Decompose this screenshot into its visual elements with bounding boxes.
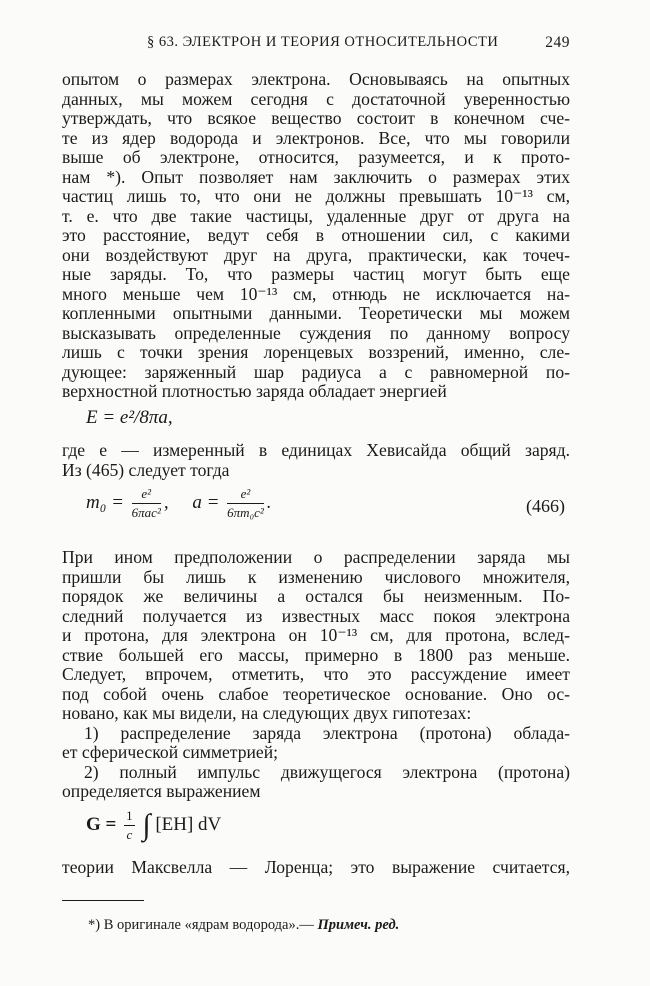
fraction-numerator: 1 xyxy=(124,808,135,826)
footnote-text: *) В оригинале «ядрам водорода».— xyxy=(88,917,314,933)
text-line: утверждать, что всякое вещество состоит в конечном сче- xyxy=(62,109,570,128)
section-title: § 63. ЭЛЕКТРОН И ТЕОРИЯ ОТНОСИТЕЛЬНОСТИ xyxy=(147,34,499,50)
fraction-numerator: e² xyxy=(227,486,264,504)
text-line: это расстояние, ведут себя в отношении сил, с какими xyxy=(62,226,570,245)
mass-lhs: m₀ = xyxy=(86,491,124,513)
text-line: следний получается из известных масс покоя электрона xyxy=(62,606,570,626)
text-line: ные заряды. То, что размеры частиц могут быть еще xyxy=(62,265,570,284)
text-line: опытом о размерах электрона. Основываясь на опытных xyxy=(62,70,570,89)
text-line: ствие большей его массы, примерно в 1800 раз меньше. xyxy=(62,645,570,665)
text-line: теории Максвелла — Лоренца; это выражение считается, xyxy=(62,858,570,877)
list-item-1: 1) распределение заряда электрона (протона) облада- xyxy=(84,723,570,743)
paragraph-2 xyxy=(62,441,570,480)
momentum-rhs: [EH] dV xyxy=(155,813,222,835)
running-header xyxy=(62,34,570,56)
energy-formula: E = e²/8πa, xyxy=(86,407,173,428)
text-line: т. е. что две такие частицы, удаленные друг от друга на xyxy=(62,206,570,226)
radius-fraction xyxy=(227,486,264,521)
text-line: новано, как мы видели, на следующих двух гипотезах: xyxy=(62,704,472,723)
text-line: пришли бы лишь к изменению числового множителя, xyxy=(62,567,570,587)
equation-number: (466) xyxy=(526,496,565,516)
text-line: и протона, для электрона он 10⁻¹³ см, для протона, вслед- xyxy=(62,626,570,645)
footnote-editor-note: Примеч. ред. xyxy=(317,917,400,933)
radius-lhs: a = xyxy=(192,491,220,513)
text-line: дующее: заряженный шар радиуса a с равномерной по- xyxy=(62,362,570,382)
fraction-numerator: e² xyxy=(132,486,161,504)
text-line: где e — измеренный в единицах Хевисайда общий заряд. xyxy=(62,441,570,460)
mass-fraction xyxy=(132,486,161,521)
text-line: выше об электроне, относится, разумеется, и к прото- xyxy=(62,148,570,167)
momentum-lhs: G = xyxy=(86,813,117,835)
text-line: высказывать определенные суждения по данному вопросу xyxy=(62,323,570,343)
footnote xyxy=(88,917,399,934)
text-line: Из (465) следует тогда xyxy=(62,460,230,480)
paragraph-1 xyxy=(62,70,570,402)
text-line: лишь с точки зрения лоренцевых воззрений, именно, сле- xyxy=(62,343,570,362)
text-line: верхностной плотностью заряда обладает энергией xyxy=(62,382,447,401)
text-line: ет сферической симметрией; xyxy=(62,743,279,762)
text-line: При ином предположении о распределении заряда мы xyxy=(62,548,570,567)
fraction-denominator: 6πac² xyxy=(131,505,161,520)
momentum-formula xyxy=(86,808,221,843)
text-line: порядок же величины a остался бы неизменным. По- xyxy=(62,587,570,606)
integral-sign: ∫ xyxy=(142,808,151,842)
text-line: много меньше чем 10⁻¹³ см, отнюдь не исключается на- xyxy=(62,284,570,304)
text-line: под собой очень слабое теоретическое основание. Оно ос- xyxy=(62,684,570,704)
text-line: данных, мы можем сегодня с достаточной уверенностью xyxy=(62,89,570,109)
list-item-2: 2) полный импульс движущегося электрона (протона) xyxy=(84,762,570,782)
paragraph-3 xyxy=(62,548,570,802)
equation-466: m₀ = $\frac{\text{e²}}{\text{6πac²}}$ , a = $\frac{\text{e²}}{\text{6πm₀c²}}$ . xyxy=(86,486,272,520)
text-line: те из ядер водорода и электронов. Все, что мы говорили xyxy=(62,128,570,148)
page-number: 249 xyxy=(545,34,570,51)
footnote-rule xyxy=(62,900,144,901)
text-line: копленными опытными данными. Теоретически мы можем xyxy=(62,304,570,323)
text-line: частиц лишь то, что они не должны превышать 10⁻¹³ см, xyxy=(62,187,570,206)
text-line: нам *). Опыт позволяет нам заключить о размерах этих xyxy=(62,167,570,187)
paragraph-4 xyxy=(62,858,570,878)
fraction-denominator: c xyxy=(126,827,133,842)
text-line: определяется выражением xyxy=(62,782,261,801)
text-line: Следует, впрочем, отметить, что это рассуждение имеет xyxy=(62,665,570,684)
fraction-denominator: 6πm₀c² xyxy=(227,505,264,520)
one-over-c xyxy=(124,808,135,843)
text-line: они воздействуют друг на друга, практически, как точеч- xyxy=(62,245,570,265)
